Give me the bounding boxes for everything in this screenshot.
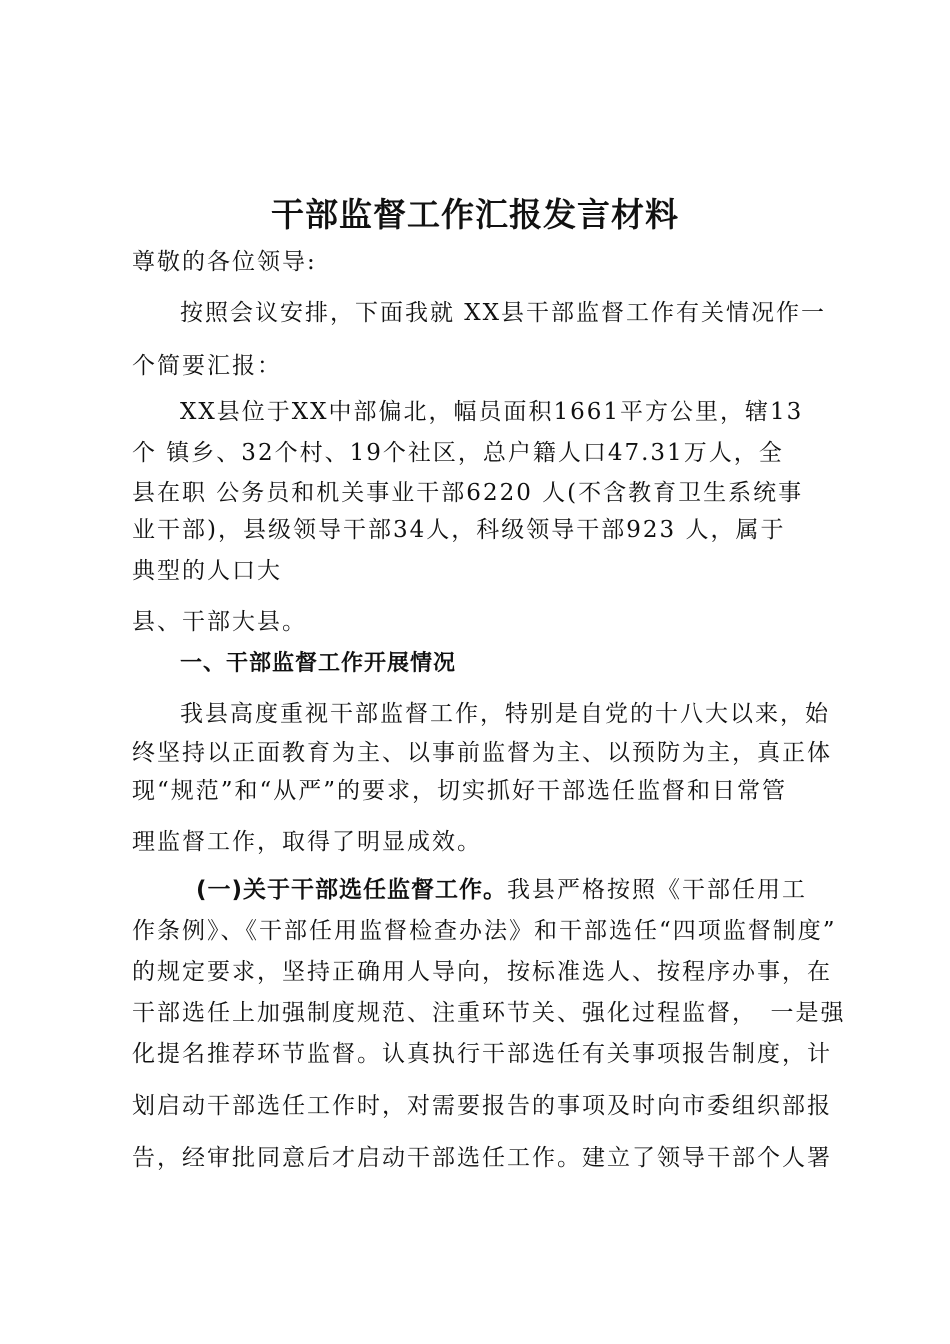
- section-1-heading: 一、干部监督工作开展情况: [180, 651, 457, 676]
- subsection-1-line-2: 作条例》、《干部任用监督检查办法》和干部选任“四项监督制度”: [132, 918, 837, 944]
- overview-line-4: 业干部)，县级领导干部34人，科级领导干部923 人，属于: [132, 517, 786, 543]
- subsection-1-line-6: 划启动干部选任工作时，对需要报告的事项及时向市委组织部报: [132, 1093, 832, 1119]
- section-1-line-3: 现“规范”和“从严”的要求，切实抓好干部选任监督和日常管: [132, 778, 788, 804]
- subsection-1-line-5: 化提名推荐环节监督。认真执行干部选任有关事项报告制度，计: [132, 1041, 832, 1067]
- subsection-1-first-rest: 我县严格按照《干部任用工: [507, 877, 808, 903]
- overview-line-2: 个 镇乡、32个村、19个社区，总户籍人口47.31万人，全: [132, 440, 784, 466]
- subsection-1-line-7: 告，经审批同意后才启动干部选任工作。建立了领导干部个人署: [132, 1145, 832, 1171]
- overview-line-1: XX县位于XX中部偏北，幅员面积1661平方公里，辖13: [180, 399, 804, 425]
- overview-line-5: 典型的人口大: [132, 558, 282, 584]
- section-1-line-2: 终坚持以正面教育为主、以事前监督为主、以预防为主，真正体: [132, 740, 832, 766]
- intro-line-2: 个简要汇报：: [132, 353, 282, 379]
- salutation: 尊敬的各位领导:: [132, 249, 317, 275]
- section-1-line-4: 理监督工作，取得了明显成效。: [132, 829, 482, 855]
- subsection-1-line-1: [196, 874, 807, 906]
- intro-line-1: 按照会议安排，下面我就 XX县干部监督工作有关情况作一: [180, 300, 827, 326]
- document-title: 干部监督工作汇报发言材料: [271, 195, 679, 234]
- subsection-1-line-3: 的规定要求，坚持正确用人导向，按标准选人、按程序办事，在: [132, 959, 832, 985]
- section-1-line-1: 我县高度重视干部监督工作，特别是自党的十八大以来，始: [180, 701, 830, 727]
- subsection-1-line-4: 干部选任上加强制度规范、注重环节关、强化过程监督， 一是强: [132, 1000, 846, 1026]
- subsection-1-lead: (一)关于干部选任监督工作。: [196, 877, 508, 903]
- overview-line-6: 县、干部大县。: [132, 609, 307, 635]
- overview-line-3: 县在职 公务员和机关事业干部6220 人(不含教育卫生系统事: [132, 480, 804, 506]
